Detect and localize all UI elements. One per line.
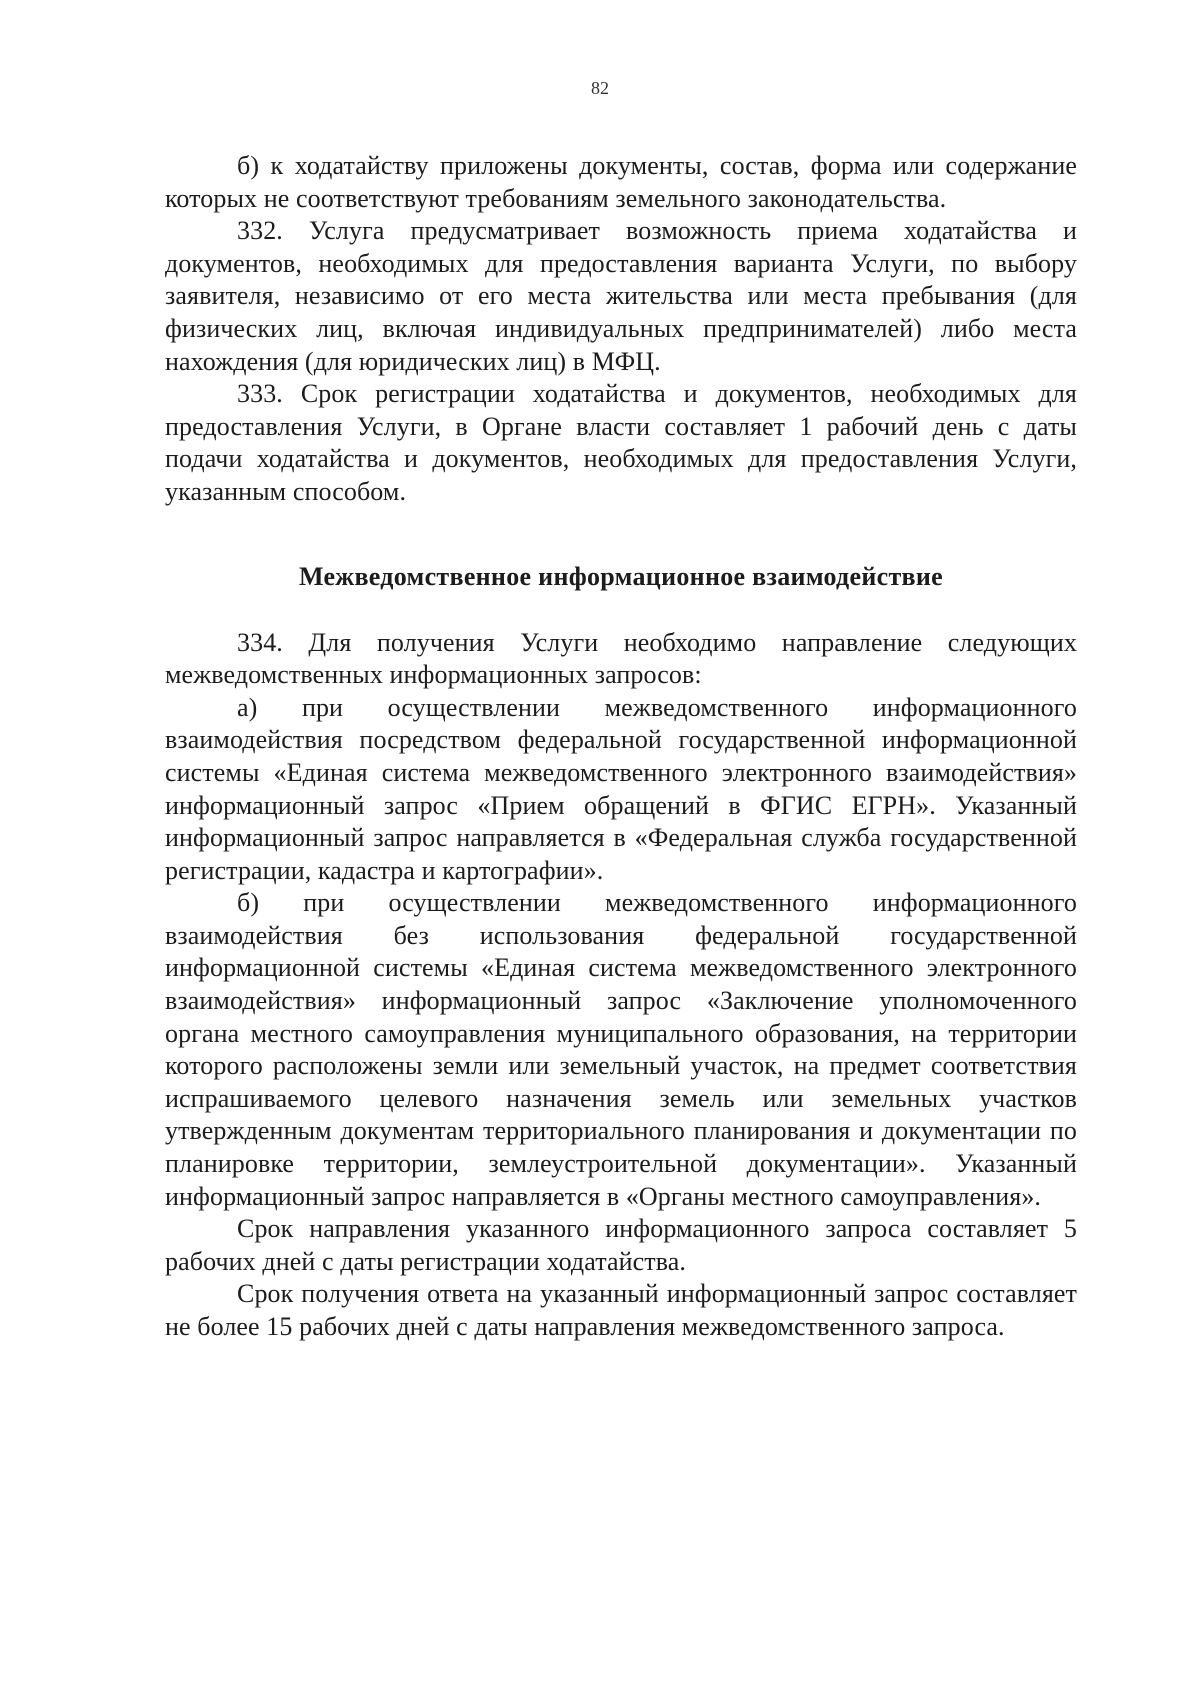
paragraph-334: 334. Для получения Услуги необходимо направление следующих межведомственных информационных запросов: [165, 627, 1077, 690]
paragraph-334-b: б) при осуществлении межведомственного информационного взаимодействия без использования федеральной государственной информационной системы «Единая система межведомственного электронного взаимодействия» информационный запрос «Заключение уполномоченного органа местного самоуправления муниципального образования, на территории которого расположены земли или земельный участок, на предмет соответствия испрашиваемого целевого назначения земель или земельных участков утвержденным документам территориального планирования и документации по планировке территории, землеустроительной документации». Указанный информационный запрос направляется в «Органы местного самоуправления». [165, 888, 1077, 1211]
paragraph-332: 332. Услуга предусматривает возможность приема ходатайства и документов, необходимых для предоставления варианта Услуги, по выбору заявителя, независимо от его места жительства или места пребывания (для физических лиц, включая индивидуальных предпринимателей) либо места нахождения (для юридических лиц) в МФЦ. [165, 216, 1077, 376]
paragraph-response-deadline: Срок получения ответа на указанный информационный запрос составляет не более 15 рабочих дней с даты направления межведомственного запроса. [165, 1279, 1077, 1341]
paragraph-b-documents: б) к ходатайству приложены документы, состав, форма или содержание которых не соответствуют требованиям земельного законодательства. [165, 151, 1077, 213]
paragraph-request-deadline: Срок направления указанного информационного запроса составляет 5 рабочих дней с даты регистрации ходатайства. [165, 1214, 1077, 1276]
section-heading: Межведомственное информационное взаимодействие [298, 561, 944, 591]
page-number: 82 [591, 78, 609, 98]
paragraph-334-a: а) при осуществлении межведомственного информационного взаимодействия посредством федеральной государственной информационной системы «Единая система межведомственного электронного взаимодействия» информационный запрос «Прием обращений в ФГИС ЕГРН». Указанный информационный запрос направляется в «Федеральная служба государственной регистрации, кадастра и картографии». [165, 692, 1077, 885]
document-body [165, 150, 1077, 1344]
paragraph-333: 333. Срок регистрации ходатайства и документов, необходимых для предоставления Услуги, в Органе власти составляет 1 рабочий день с даты подачи ходатайства и документов, необходимых для предоставления Услуги, указанным способом. [165, 379, 1077, 506]
